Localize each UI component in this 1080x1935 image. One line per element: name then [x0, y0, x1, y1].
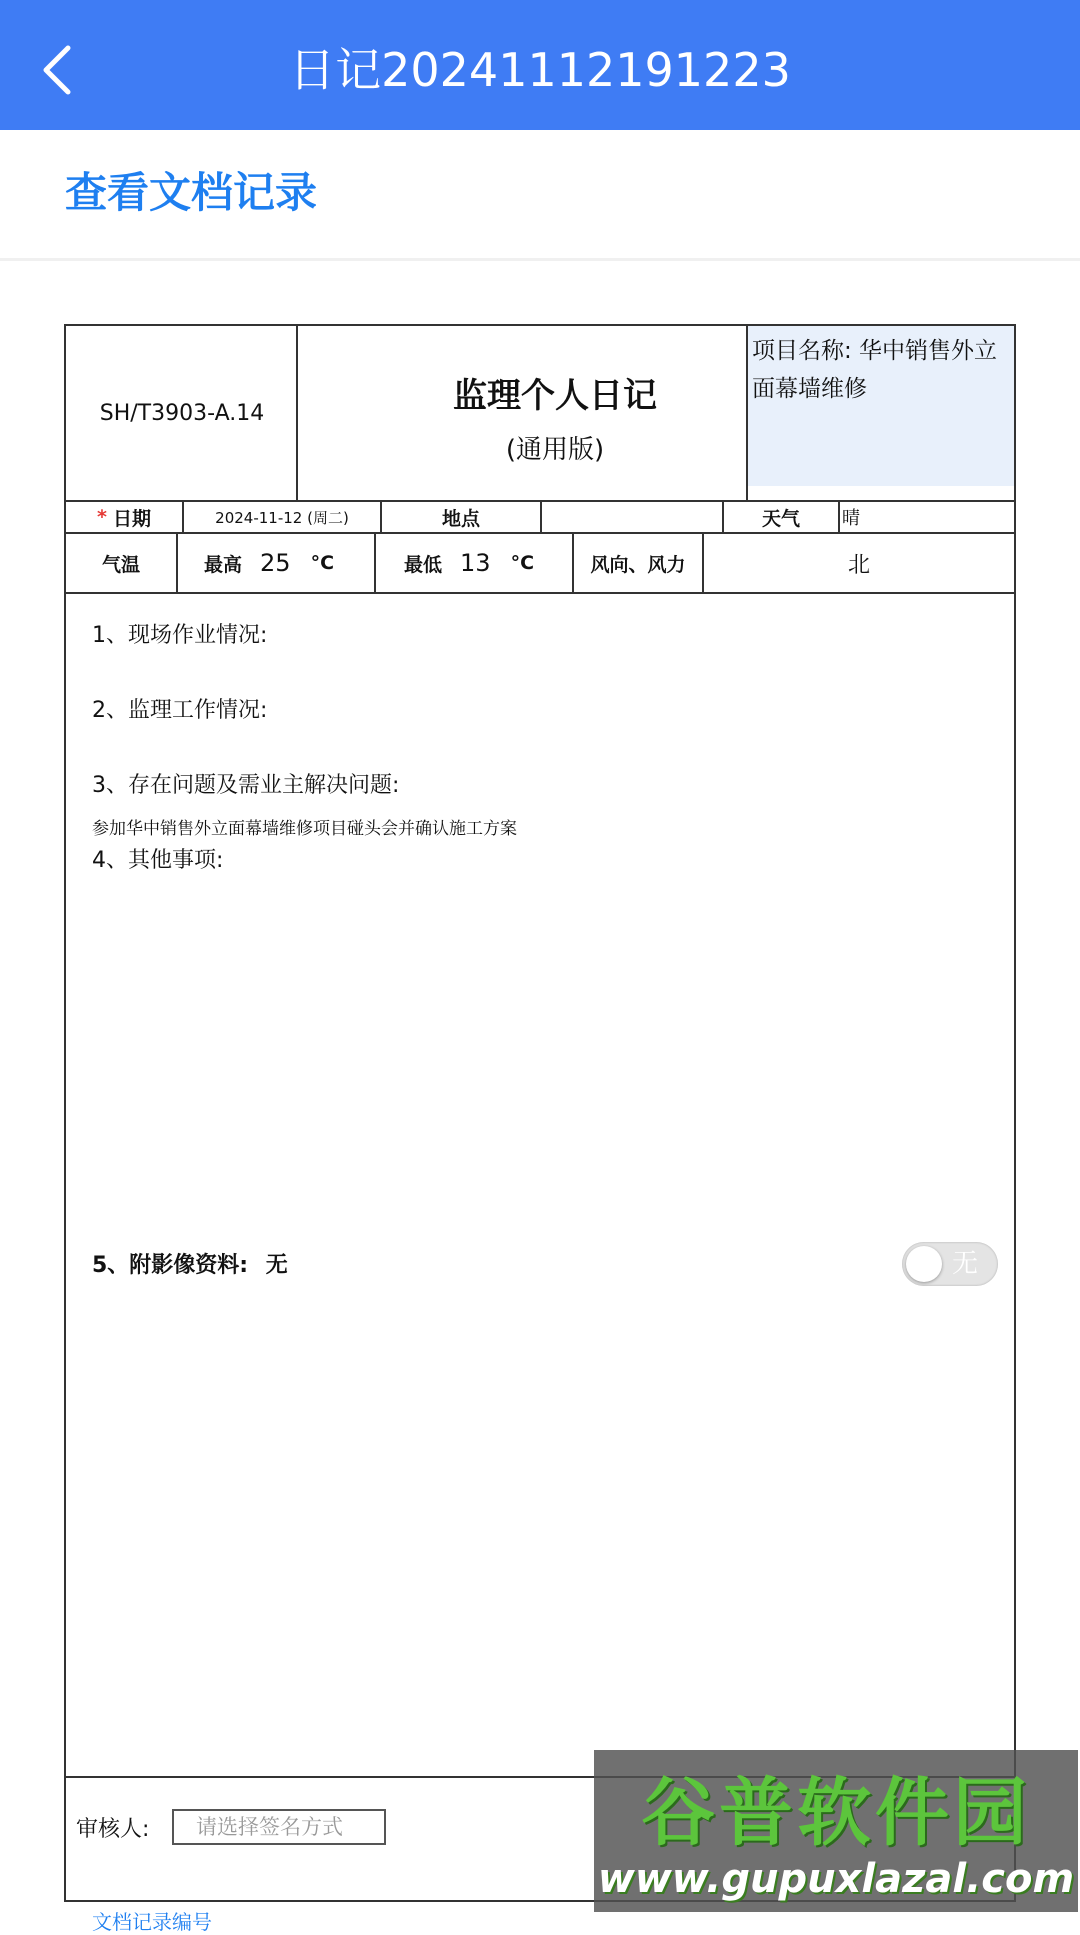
project-name: 项目名称: 华中销售外立面幕墙维修	[748, 326, 1014, 486]
chevron-left-icon	[30, 40, 90, 100]
weather-label: 天气	[761, 507, 800, 530]
location-label: 地点	[441, 507, 480, 530]
attachments-label: 5、附影像资料:	[92, 1253, 249, 1278]
high-temp-label: 最高	[204, 553, 243, 576]
divider	[838, 502, 840, 532]
date-label-cell	[66, 502, 182, 532]
doc-record-number-link[interactable]: 文档记录编号	[92, 1910, 212, 1934]
high-temp-value[interactable]: 25	[260, 549, 291, 577]
low-temp-unit: °C	[510, 552, 535, 574]
back-button[interactable]	[30, 40, 90, 100]
divider	[0, 258, 1080, 261]
low-temp-value[interactable]: 13	[460, 549, 491, 577]
toggle-knob	[906, 1246, 942, 1282]
toggle-text: 无	[952, 1249, 979, 1279]
item-attachments	[92, 1248, 288, 1279]
attachments-toggle[interactable]	[902, 1242, 998, 1286]
page-title: 日记20241112191223	[289, 43, 791, 97]
weather-value[interactable]: 晴	[842, 508, 860, 529]
high-temp-unit: °C	[310, 552, 335, 574]
low-temp-cell	[376, 534, 572, 592]
required-mark: *	[97, 506, 107, 528]
document-subtitle: (通用版)	[505, 435, 605, 465]
diary-document	[64, 324, 1016, 1902]
document-title-block	[300, 326, 810, 500]
watermark-url: www.gupuxlazal.com	[597, 1856, 1075, 1902]
issues-detail: 参加华中销售外立面幕墙维修项目碰头会并确认施工方案	[92, 819, 517, 839]
document-code: SH/T3903-A.14	[99, 400, 265, 426]
high-temp-cell	[178, 534, 374, 592]
attachments-value: 无	[265, 1253, 288, 1278]
reviewer-label: 审核人:	[76, 1817, 150, 1842]
temperature-label: 气温	[101, 553, 140, 576]
item-supervision-work: 2、监理工作情况:	[92, 698, 268, 723]
section-title: 查看文档记录	[65, 168, 318, 217]
divider	[66, 592, 1014, 594]
top-bar	[0, 0, 1080, 130]
watermark	[594, 1750, 1078, 1912]
low-temp-label: 最低	[404, 553, 443, 576]
wind-value[interactable]: 北	[847, 552, 870, 578]
wind-label: 风向、风力	[590, 553, 686, 576]
document-title: 监理个人日记	[453, 376, 657, 416]
location-value[interactable]	[542, 502, 722, 532]
item-issues: 3、存在问题及需业主解决问题:	[92, 773, 400, 798]
item-other: 4、其他事项:	[92, 848, 224, 873]
item-site-work: 1、现场作业情况:	[92, 623, 268, 648]
divider	[296, 326, 298, 500]
date-label: 日期	[112, 507, 151, 530]
date-value[interactable]: 2024-11-12 (周二)	[215, 508, 349, 527]
watermark-title: 谷普软件园	[641, 1770, 1031, 1856]
signature-select[interactable]: 请选择签名方式	[172, 1809, 386, 1845]
